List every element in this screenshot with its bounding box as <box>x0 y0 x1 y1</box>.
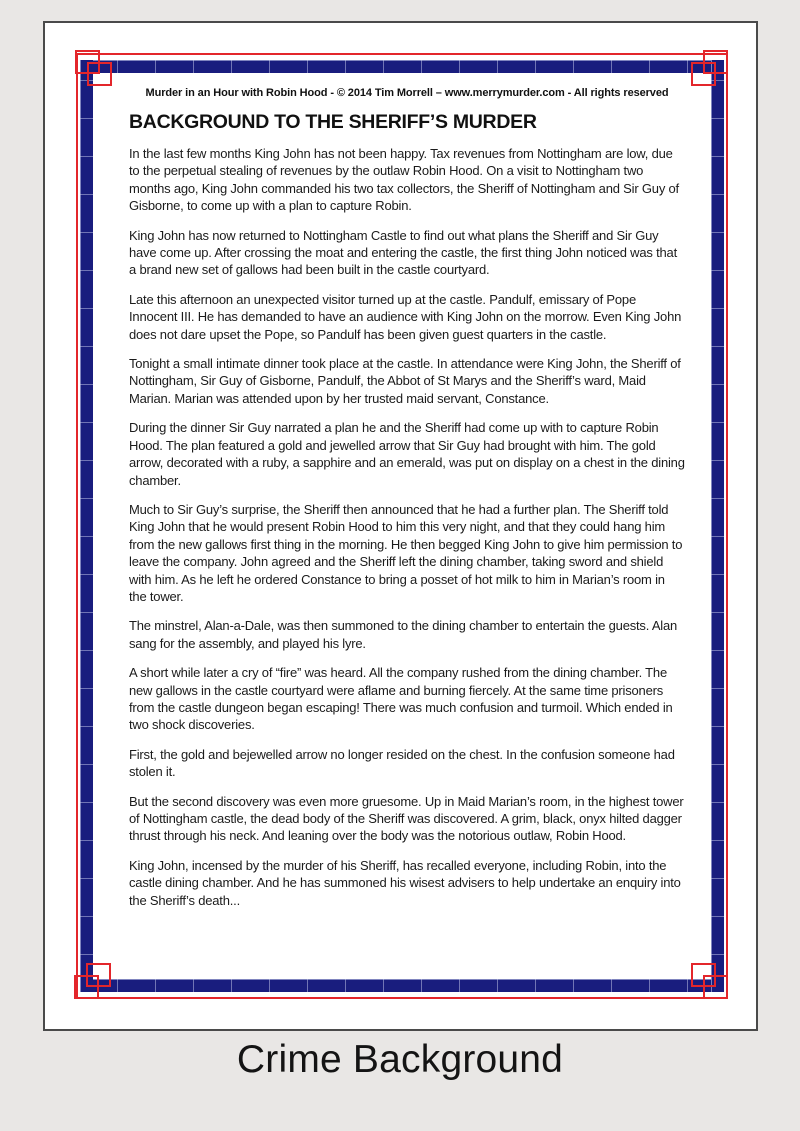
document-page <box>43 21 758 1031</box>
paragraph: Tonight a small intimate dinner took place at the castle. In attendance were King John, the Sheriff of Nottingham, Sir Guy of Gisborne, Pandulf, the Abbot of St Marys and the Sheriff’s ward, Maid Marian. Marian was attended upon by her trusted maid servant, Constance. <box>129 356 681 406</box>
paragraph: During the dinner Sir Guy narrated a plan he and the Sheriff had come up with to capture Robin Hood. The plan featured a gold and jewelled arrow that Sir Guy had brought with him. The gold arrow, decorated with a ruby, a sapphire and an emerald, was put on display on a chest in the dining chamber. <box>129 420 685 488</box>
blue-border-band-top <box>80 60 724 73</box>
image-caption: Crime Background <box>236 1038 564 1081</box>
paragraph: Late this afternoon an unexpected visitor turned up at the castle. Pandulf, emissary of Pope Innocent III. He has demanded to have an audience with King John on the morrow. Even King John does not dare upset the Pope, so Pandulf has been given guest quarters in the castle. <box>129 291 682 342</box>
paragraph: King John has now returned to Nottingham Castle to find out what plans the Sheriff and Sir Guy have come up. After crossing the moat and entering the castle, the first thing John noticed was that a brand new set of gallows had been built in the castle courtyard. <box>129 227 677 278</box>
paragraph: First, the gold and bejewelled arrow no longer resided on the chest. In the confusion someone had stolen it. <box>129 746 675 780</box>
document-body <box>129 87 685 921</box>
paragraph: Much to Sir Guy’s surprise, the Sheriff then announced that he had a further plan. The Sheriff told King John that he would present Robin Hood to him this very night, and that they could hang him from the new gallows first thing in the morning. He then begged King John to give him permission to leave the company. John agreed and the Sheriff left the dining chamber, taking sword and shield with him. As he left he ordered Constance to bring a posset of hot milk to him in Marian’s room in the tower. <box>129 501 683 604</box>
paragraph: A short while later a cry of “fire” was heard. All the company rushed from the dining chamber. The new gallows in the castle courtyard were aflame and burning fiercely. At the same time prisoners from the castle dungeon began escaping! There was much confusion and turmoil. Which ended in two shock discoveries. <box>129 665 673 733</box>
blue-border-band-right <box>711 60 724 992</box>
paragraph: King John, incensed by the murder of his Sheriff, has recalled everyone, including Robin, into the castle dining chamber. And he has summoned his wisest advisers to help undertake an enquiry into the Sheriff’s death... <box>129 857 681 908</box>
copyright-line: Murder in an Hour with Robin Hood - © 2014 Tim Morrell – www.merrymurder.com - All rights reserved <box>145 87 669 99</box>
blue-border-band-bottom <box>80 979 724 992</box>
blue-border-band-left <box>80 60 93 992</box>
paragraph: But the second discovery was even more gruesome. Up in Maid Marian’s room, in the highest tower of Nottingham castle, the dead body of the Sheriff was discovered. A grim, black, onyx hilted dagger thrust through his neck. And leaning over the body was the notorious outlaw, Robin Hood. <box>129 793 684 844</box>
document-title: BACKGROUND TO THE SHERIFF’S MURDER <box>129 111 537 133</box>
paragraph: In the last few months King John has not been happy. Tax revenues from Nottingham are low, due to the perpetual stealing of revenues by the outlaw Robin Hood. On a visit to Nottingham two months ago, King John commanded his two tax collectors, the Sheriff of Nottingham and Sir Guy of Gisborne, to come up with a plan to capture Robin. <box>129 146 679 214</box>
paragraph: The minstrel, Alan-a-Dale, was then summoned to the dining chamber to entertain the guests. Alan sang for the assembly, and played his lyre. <box>129 618 678 651</box>
